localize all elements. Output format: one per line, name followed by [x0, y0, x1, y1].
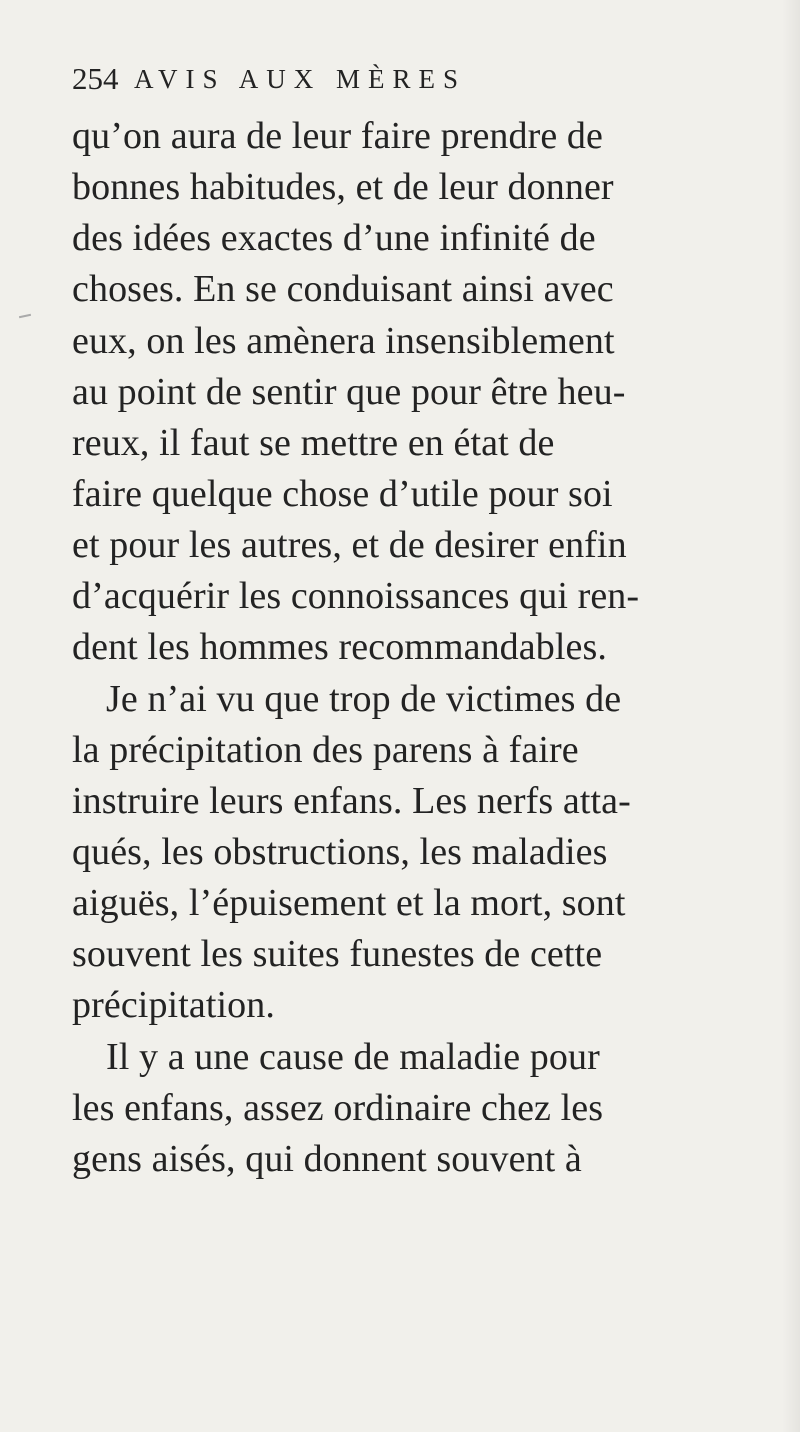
page-edge-shadow: [782, 0, 800, 1432]
paragraph-start-line: Je n’ai vu que trop de victimes de: [106, 677, 622, 720]
running-title: AVIS AUX MÈRES: [134, 64, 467, 94]
text-line: qu’on aura de leur faire prendre de: [72, 115, 603, 157]
text-line: et pour les autres, et de desirer enfin: [72, 524, 627, 567]
text-line: gens aisés, qui donnent souvent à: [72, 1137, 582, 1180]
text-line: des idées exactes d’une infinité de: [72, 217, 596, 260]
body-text: [72, 111, 784, 1185]
text-line: qués, les obstructions, les maladies: [72, 830, 608, 873]
text-line: choses. En se conduisant ainsi avec: [72, 268, 614, 311]
text-line: reux, il faut se mettre en état de: [72, 421, 555, 464]
paragraph-start-line: Il y a une cause de maladie pour: [106, 1035, 600, 1078]
text-line: bonnes habitudes, et de leur donner: [72, 166, 614, 209]
margin-mark: [19, 314, 31, 318]
text-line: précipitation.: [72, 984, 275, 1027]
text-line: les enfans, assez ordinaire chez les: [72, 1086, 604, 1129]
running-head: [72, 60, 466, 98]
text-line: d’acquérir les connoissances qui ren-: [72, 575, 640, 618]
text-line: eux, on les amènera insensiblement: [72, 319, 615, 362]
text-line: la précipitation des parens à faire: [72, 728, 579, 771]
text-line: au point de sentir que pour être heu-: [72, 370, 626, 413]
text-line: instruire leurs enfans. Les nerfs atta-: [72, 779, 631, 822]
text-line: souvent les suites funestes de cette: [72, 933, 603, 976]
text-line: aiguës, l’épuisement et la mort, sont: [72, 882, 626, 925]
text-line: dent les hommes recommandables.: [72, 626, 607, 669]
page-number: 254: [72, 61, 119, 96]
text-line: faire quelque chose d’utile pour soi: [72, 472, 613, 515]
